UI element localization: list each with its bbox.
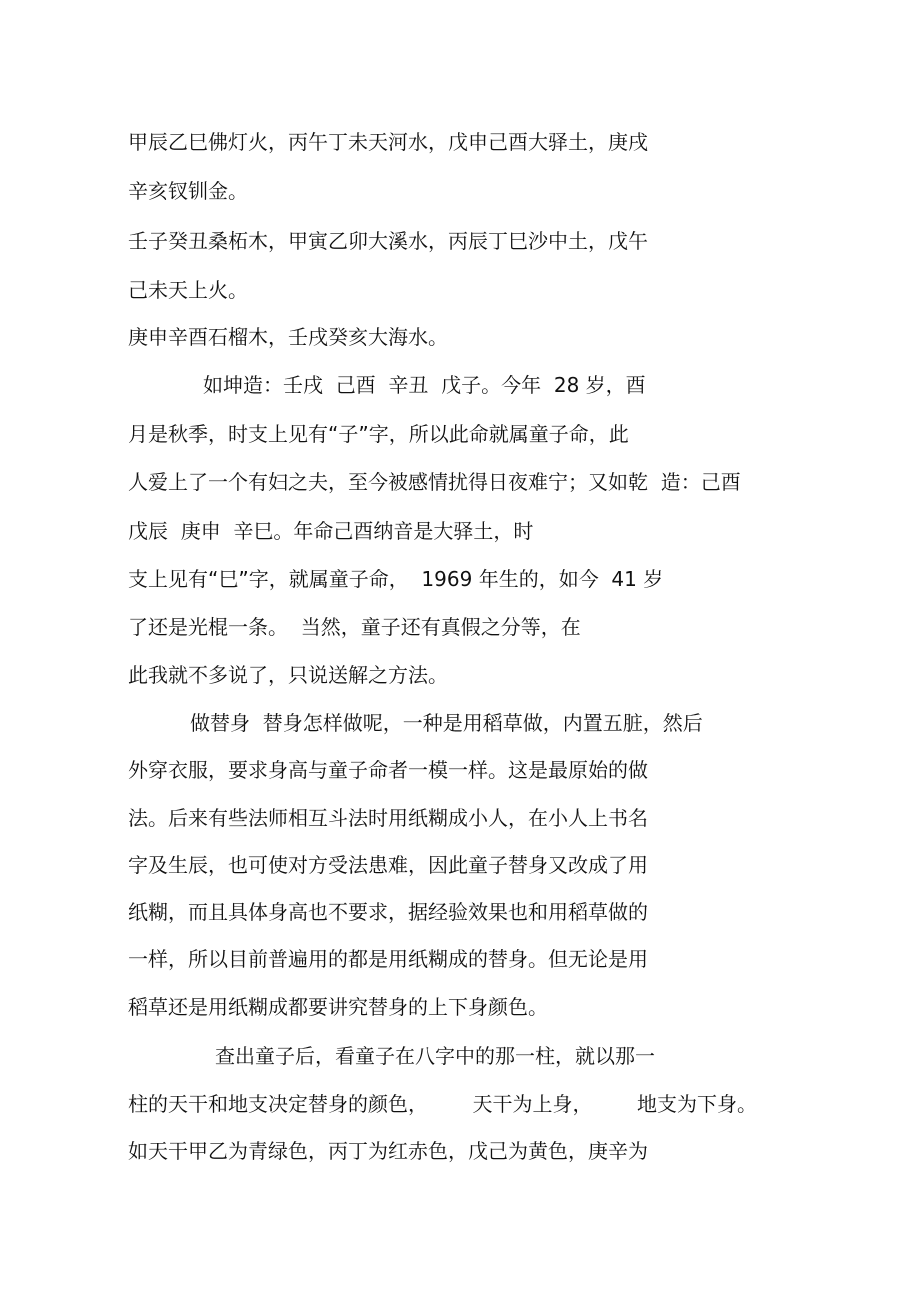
text-line: 如天干甲乙为青绿色，丙丁为红赤色，戊己为黄色，庚辛为 — [128, 1139, 648, 1163]
text-line: 甲辰乙巳佛灯火，丙午丁未天河水，戊申己酉大驿土，庚戌 — [128, 130, 648, 154]
text-line: 柱的天干和地支决定替身的颜色， 天干为上身， 地支为下身。 — [128, 1092, 758, 1116]
text-line: 如坤造：壬戌 己酉 辛丑 戊子。今年 28 岁，酉 — [203, 373, 646, 397]
text-line: 字及生辰，也可使对方受法患难，因此童子替身又改成了用 — [128, 853, 648, 877]
text-line: 戊辰 庚申 辛巳。年命己酉纳音是大驿土，时 — [128, 519, 534, 543]
text-line: 稻草还是用纸糊成都要讲究替身的上下身颜色。 — [128, 995, 548, 1019]
text-line: 此我就不多说了，只说送解之方法。 — [128, 663, 448, 687]
text-line: 壬子癸丑桑柘木，甲寅乙卯大溪水，丙辰丁巳沙中土，戊午 — [128, 229, 648, 253]
text-line: 己未天上火。 — [128, 278, 248, 302]
text-line: 人爱上了一个有妇之夫，至今被感情扰得日夜难宁；又如乾 造：己酉 — [128, 470, 741, 494]
text-line: 支上见有“巳”字，就属童子命， 1969 年生的，如今 41 岁 — [128, 567, 664, 591]
text-line: 法。后来有些法师相互斗法时用纸糊成小人，在小人上书名 — [128, 806, 648, 830]
text-line: 辛亥钗钏金。 — [128, 179, 248, 203]
text-line: 外穿衣服，要求身高与童子命者一模一样。这是最原始的做 — [128, 758, 648, 782]
text-line: 了还是光棍一条。 当然，童子还有真假之分等，在 — [128, 615, 581, 639]
text-line: 一样，所以目前普遍用的都是用纸糊成的替身。但无论是用 — [128, 947, 648, 971]
text-line: 月是秋季，时支上见有“子”字，所以此命就属童子命，此 — [128, 422, 629, 446]
text-line: 庚申辛酉石榴木，壬戌癸亥大海水。 — [128, 325, 448, 349]
text-line: 查出童子后，看童子在八字中的那一柱，就以那一 — [215, 1044, 655, 1068]
text-line: 纸糊，而且具体身高也不要求，据经验效果也和用稻草做的 — [128, 900, 648, 924]
text-line: 做替身 替身怎样做呢，一种是用稻草做，内置五脏，然后 — [190, 711, 703, 735]
